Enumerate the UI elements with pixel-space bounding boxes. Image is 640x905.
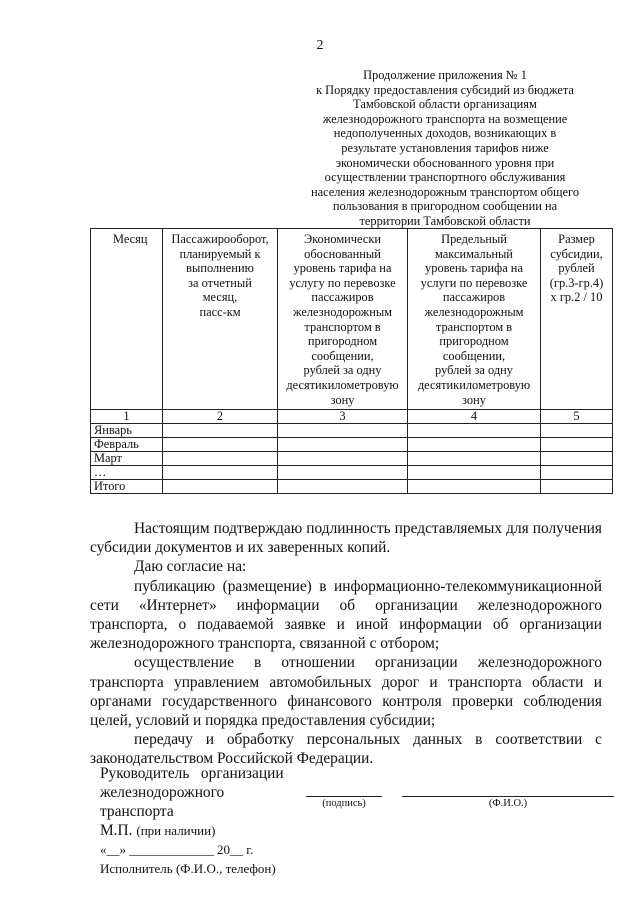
table-cell	[408, 424, 541, 438]
annex-line: экономически обоснованного уровня при	[335, 155, 555, 170]
confirmation-paragraph: Настоящим подтверждаю подлинность представляемых для получения субсидии документов и их заверенных копий.	[90, 520, 602, 557]
table-row-total	[91, 480, 613, 494]
signature-block	[100, 764, 284, 878]
signature-line	[306, 796, 382, 797]
table-cell	[408, 466, 541, 480]
consent-item-personal-data: передачу и обработку персональных данных в соответствии с законодательством Российской Федерации.	[90, 731, 602, 768]
annex-line: к Порядку предоставления субсидий из бюджета	[316, 82, 574, 97]
table-cell	[278, 452, 408, 466]
table-cell	[278, 480, 408, 494]
table-cell	[163, 480, 278, 494]
table-row	[91, 424, 613, 438]
annex-line: населения железнодорожным транспортом общего	[310, 184, 580, 199]
table-cell	[408, 452, 541, 466]
annex-line: железнодорожного транспорта на возмещение	[322, 111, 568, 126]
column-number: 1	[91, 410, 163, 424]
table-cell	[278, 438, 408, 452]
column-number: 5	[541, 410, 613, 424]
header-month: Месяц	[91, 229, 163, 410]
annex-line: Продолжение приложения № 1	[363, 68, 527, 82]
table-cell	[163, 438, 278, 452]
page-number: 2	[316, 38, 324, 53]
column-number-row	[91, 410, 613, 424]
table-cell	[408, 480, 541, 494]
stamp-label: М.П.	[100, 822, 133, 839]
consent-intro: Даю согласие на:	[134, 558, 247, 576]
table-cell	[541, 480, 613, 494]
annex-header	[280, 68, 610, 229]
name-line	[402, 796, 614, 797]
month-cell: Январь	[91, 424, 163, 438]
header-subsidy-amount: Размер субсидии, рублей (гр.3-гр.4) x гр.2 / 10	[541, 229, 613, 410]
annex-line: Тамбовской области организациям	[353, 97, 537, 112]
head-title-line: железнодорожного	[100, 784, 225, 801]
table-cell	[541, 424, 613, 438]
table-header-row	[91, 229, 613, 410]
annex-line: территории Тамбовской области	[359, 213, 531, 228]
table-row	[91, 466, 613, 480]
table-cell	[278, 466, 408, 480]
month-cell: Февраль	[91, 438, 163, 452]
header-passenger-turnover: Пассажирооборот, планируемый к выполнению за отчетный месяц, пасс-км	[163, 229, 278, 410]
executor-line: Исполнитель (Ф.И.О., телефон)	[100, 861, 276, 876]
header-max-tariff: Предельный максимальный уровень тарифа на услуги по перевозке пассажиров железнодорожным транспортом в пригородном сообщении, рублей за одну десятикилометровую зону	[408, 229, 541, 410]
month-cell: …	[91, 466, 163, 480]
annex-line: недополученных доходов, возникающих в	[333, 126, 557, 141]
total-cell: Итого	[91, 480, 163, 494]
table-row	[91, 452, 613, 466]
annex-line: пользования в пригородном сообщении на	[332, 199, 558, 214]
table-cell	[163, 466, 278, 480]
column-number: 3	[278, 410, 408, 424]
table-row	[91, 438, 613, 452]
date-line: «__» _____________ 20__ г.	[100, 842, 254, 857]
month-cell: Март	[91, 452, 163, 466]
column-number: 2	[163, 410, 278, 424]
stamp-note: (при наличии)	[136, 823, 216, 838]
table-cell	[163, 424, 278, 438]
head-title-line: Руководитель организации	[100, 765, 284, 782]
consent-item-inspection: осуществление в отношении организации железнодорожного транспорта управлением автомобильных дорог и транспорта области и органами государственного финансового контроля проверки соблюдения целей, условий и порядка предоставления субсидии;	[90, 654, 602, 730]
column-number: 4	[408, 410, 541, 424]
declaration-body	[90, 519, 602, 769]
stamp-line	[100, 821, 284, 840]
table-cell	[541, 466, 613, 480]
table-cell	[278, 424, 408, 438]
table-cell	[541, 452, 613, 466]
consent-item-publication: публикацию (размещение) в информационно-телекоммуникационной сети «Интернет» информации об организации железнодорожного транспорта, о подаваемой заявке и иной информации об организации железнодорожного транспорта, связанной с отбором;	[90, 577, 602, 653]
table-cell	[408, 438, 541, 452]
subsidy-table	[90, 228, 613, 494]
annex-line: результате установления тарифов ниже	[341, 140, 549, 155]
annex-line: осуществлении транспортного обслуживания	[324, 170, 566, 185]
table-cell	[163, 452, 278, 466]
head-title-line: транспорта	[100, 803, 174, 820]
name-caption: (Ф.И.О.)	[488, 798, 528, 809]
table-cell	[541, 438, 613, 452]
header-economic-tariff: Экономически обоснованный уровень тарифа на услугу по перевозке пассажиров железнодорожным транспортом в пригородном сообщении, рублей за одну десятикилометровую зону	[278, 229, 408, 410]
signature-caption: (подпись)	[322, 798, 366, 809]
